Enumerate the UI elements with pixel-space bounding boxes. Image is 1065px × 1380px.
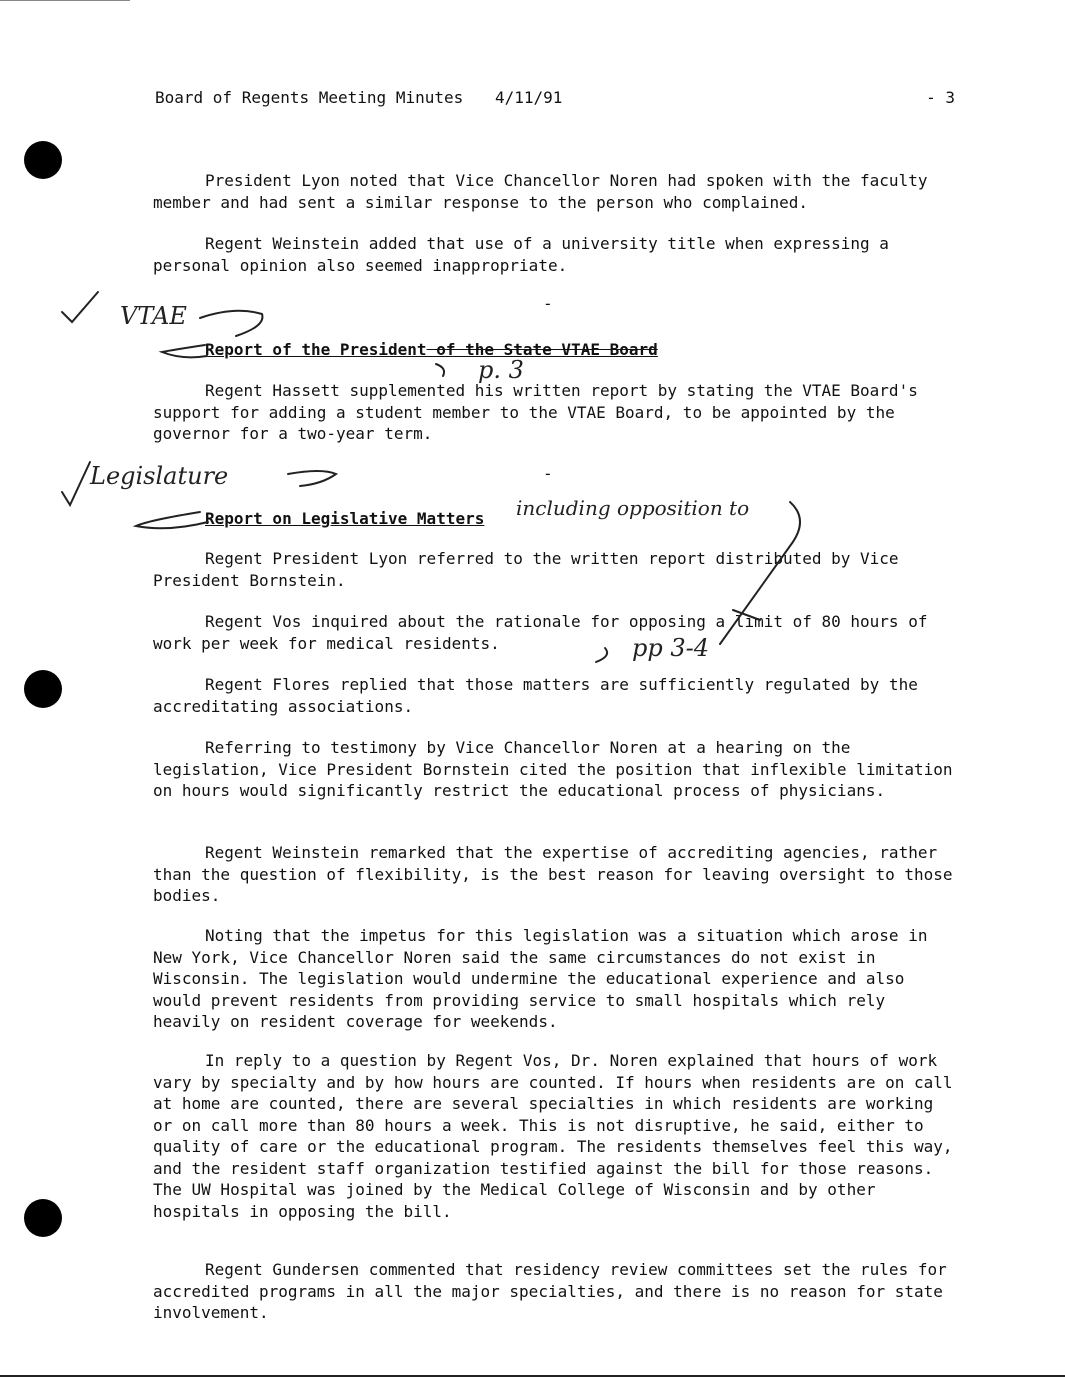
paragraph: Noting that the impetus for this legislation was a situation which arose in New York, Vice Chancellor Noren said the same circumstances do not exist in Wisconsin. The legislation would undermine the educational experience and also would prevent residents from providing service to small hospitals which rely heavily on resident coverage for weekends.: [153, 926, 928, 1031]
arrow-stroke: [200, 311, 262, 336]
header-date: 4/11/91: [495, 88, 563, 107]
handwritten-vtae: VTAE: [120, 302, 187, 330]
handwritten-pages: pp 3-4: [632, 634, 710, 662]
page-number: - 3: [926, 88, 955, 107]
dash-mark: -: [543, 294, 553, 313]
arrow-stroke: [162, 345, 207, 357]
handwritten-legislature: Legislature: [90, 462, 229, 490]
paragraph: Regent President Lyon referred to the written report distributed by Vice President Bornstein.: [153, 549, 899, 590]
heading-struck-text: of the State VTAE Board: [426, 340, 658, 359]
dash-mark: -: [543, 464, 553, 483]
paragraph: Regent Flores replied that those matters are sufficiently regulated by the accreditating associations.: [153, 675, 918, 716]
handwritten-including: including opposition to: [516, 496, 750, 520]
paragraph: Regent Hassett supplemented his written report by stating the VTAE Board's support for adding a student member to the VTAE Board, to be appointed by the governor for a two-year term.: [153, 381, 918, 443]
paragraph: President Lyon noted that Vice Chancellor Noren had spoken with the faculty member and had sent a similar response to the person who complained.: [153, 171, 928, 212]
paragraph: In reply to a question by Regent Vos, Dr. Noren explained that hours of work vary by specialty and by how hours are counted. If hours when residents are on call at home are counted, there are several specialties in which residents are working or on call more than 80 hours a week. This is not disruptive, he said, either to quality of care or the educational program. The residents themselves feel this way, and the resident staff organization testified against the bill for those reasons. The UW Hospital was joined by the Medical College of Wisconsin and by other hospitals in opposing the bill.: [153, 1051, 953, 1221]
arrow-stroke: [288, 471, 336, 486]
arrow-stroke: [136, 512, 208, 528]
bottom-rule: [0, 1375, 1065, 1377]
handwritten-page-ref: p. 3: [478, 356, 524, 384]
paragraph: Regent Vos inquired about the rationale for opposing a limit of 80 hours of work per week for medical residents.: [153, 612, 928, 653]
bracket-stroke: [436, 364, 444, 376]
paragraph: Referring to testimony by Vice Chancellor Noren at a hearing on the legislation, Vice President Bornstein cited the position that inflexible limitation on hours would significantly restrict the educational process of physicians.: [153, 738, 953, 800]
insert-line: [720, 502, 800, 644]
paragraph: Regent Gundersen commented that residency review committees set the rules for accredited programs in all the major specialties, and there is no reason for state involvement.: [153, 1260, 947, 1322]
section-heading-legislative: Report on Legislative Matters: [205, 509, 485, 528]
checkmark-icon: [62, 462, 90, 505]
bracket-stroke: [596, 648, 607, 662]
paragraph: Regent Weinstein added that use of a university title when expressing a personal opinion also seemed inappropriate.: [153, 234, 889, 275]
heading-text: Report of the President: [205, 340, 427, 359]
header-title: Board of Regents Meeting Minutes: [155, 88, 464, 107]
paragraph: Regent Weinstein remarked that the expertise of accrediting agencies, rather than the question of flexibility, is the best reason for leaving oversight to those bodies.: [153, 843, 953, 905]
checkmark-icon: [62, 292, 98, 322]
